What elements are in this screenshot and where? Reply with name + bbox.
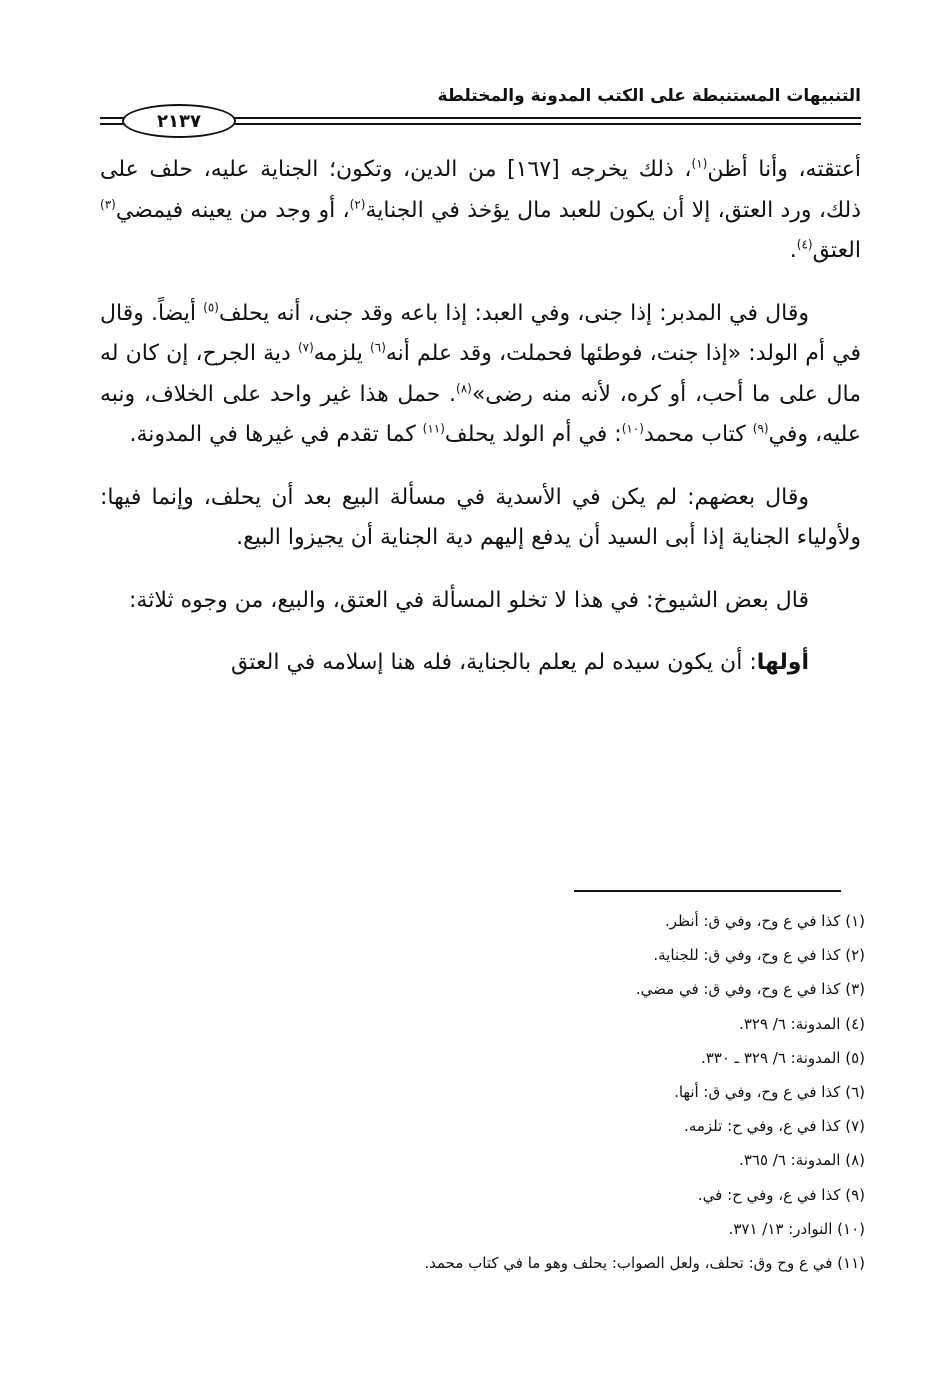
text-run: ، ذلك يخرجه [١٦٧] من الدين، وتكون؛ الجناية عليه، حلف على ذلك، ورد العتق، إلا أن يكون للعبد مال يؤخذ في الجناية <box>100 157 861 223</box>
footnote-ref: (١١) <box>422 421 445 436</box>
text-run: دية الجرح، إن كان له مال على ما أحب، أو كره، لأنه منه رضى» <box>100 341 861 407</box>
footnote-ref: (٣) <box>100 197 116 212</box>
footnote-ref: (٢) <box>349 197 366 212</box>
paragraph-lead: أولها <box>756 650 809 675</box>
footnote: (١٠) النوادر: ١٣/ ٣٧١. <box>728 1219 865 1238</box>
text-run: : في أم الولد يحلف <box>444 422 622 447</box>
footnotes <box>140 904 865 1280</box>
footnote-ref: (٤) <box>796 237 813 252</box>
paragraph-2 <box>100 294 861 456</box>
text-run: أعتقته، وأنا أظن <box>707 157 861 182</box>
footnote: (٨) المدونة: ٦/ ٣٦٥. <box>739 1151 865 1170</box>
text-run: العتق <box>812 238 861 263</box>
footnote: (٤) المدونة: ٦/ ٣٢٩. <box>739 1014 865 1033</box>
text-run: وقال في المدبر: إذا جنى، وفي العبد: إذا باعه وقد جنى، أنه يحلف <box>218 300 810 326</box>
paragraph-3: وقال بعضهم: لم يكن في الأسدية في مسألة البيع بعد أن يحلف، وإنما فيها: ولأولياء الجناية إذا أبى السيد أن يدفع إليهم دية الجناية أن يجيزوا البيع. <box>100 484 861 550</box>
footnote-ref: (٩) <box>752 421 769 436</box>
footnote-ref: (١٠) <box>621 421 644 436</box>
text-run: كما تقدم في غيرها في المدونة. <box>129 422 423 447</box>
paragraph-5 <box>100 643 861 684</box>
running-header-title: التنبيهات المستنبطة على الكتب المدونة والمختلطة <box>437 86 861 106</box>
footnote: (١) كذا في ع وح، وفي ق: أنظر. <box>664 912 865 930</box>
text-run: كتاب محمد <box>643 422 753 447</box>
footnote-ref: (٨) <box>456 381 472 396</box>
footnote: (٣) كذا في ع وح، وفي ق: في مضي. <box>635 980 865 999</box>
footnote-ref: (٥) <box>203 300 219 315</box>
footnote: (٥) المدونة: ٦/ ٣٢٩ ـ ٣٣٠. <box>700 1048 865 1067</box>
main-text <box>100 150 861 706</box>
footnote: (٦) كذا في ع وح، وفي ق: أنها. <box>674 1083 865 1102</box>
footnote-separator <box>574 890 841 892</box>
text-run: أيضاً. وقال في أم الولد: «إذا جنت، فوطئها فحملت، وقد علم أنه <box>100 300 861 366</box>
footnote: (١١) في ع وح وق: تحلف، ولعل الصواب: يحلف وهو ما في كتاب محمد. <box>424 1254 865 1273</box>
text-run: . حمل هذا غير واحد على الخلاف، ونبه عليه، وفي <box>100 381 861 447</box>
footnote-ref: (٧) <box>297 340 314 355</box>
text-run: . <box>789 238 797 263</box>
text-run: يلزمه <box>313 341 371 366</box>
footnote: (٧) كذا في ع، وفي ح: تلزمه. <box>684 1117 865 1136</box>
footnote: (٩) كذا في ع، وفي ح: في. <box>697 1185 865 1204</box>
text-run: : أن يكون سيده لم يعلم بالجناية، فله هنا إسلامه في العتق <box>231 650 757 675</box>
paragraph-4: قال بعض الشيوخ: في هذا لا تخلو المسألة في العتق، والبيع، من وجوه ثلاثة: <box>129 587 809 613</box>
page-number: ٢١٣٧ <box>157 110 201 132</box>
footnote-ref: (١) <box>691 156 708 171</box>
text-run: ، أو وجد من يعينه فيمضي <box>115 197 350 223</box>
footnote: (٢) كذا في ع وح، وفي ق: للجناية. <box>653 946 865 965</box>
footnote-ref: (٦) <box>370 340 386 355</box>
page-number-badge <box>122 104 236 138</box>
paragraph-1 <box>100 150 861 272</box>
